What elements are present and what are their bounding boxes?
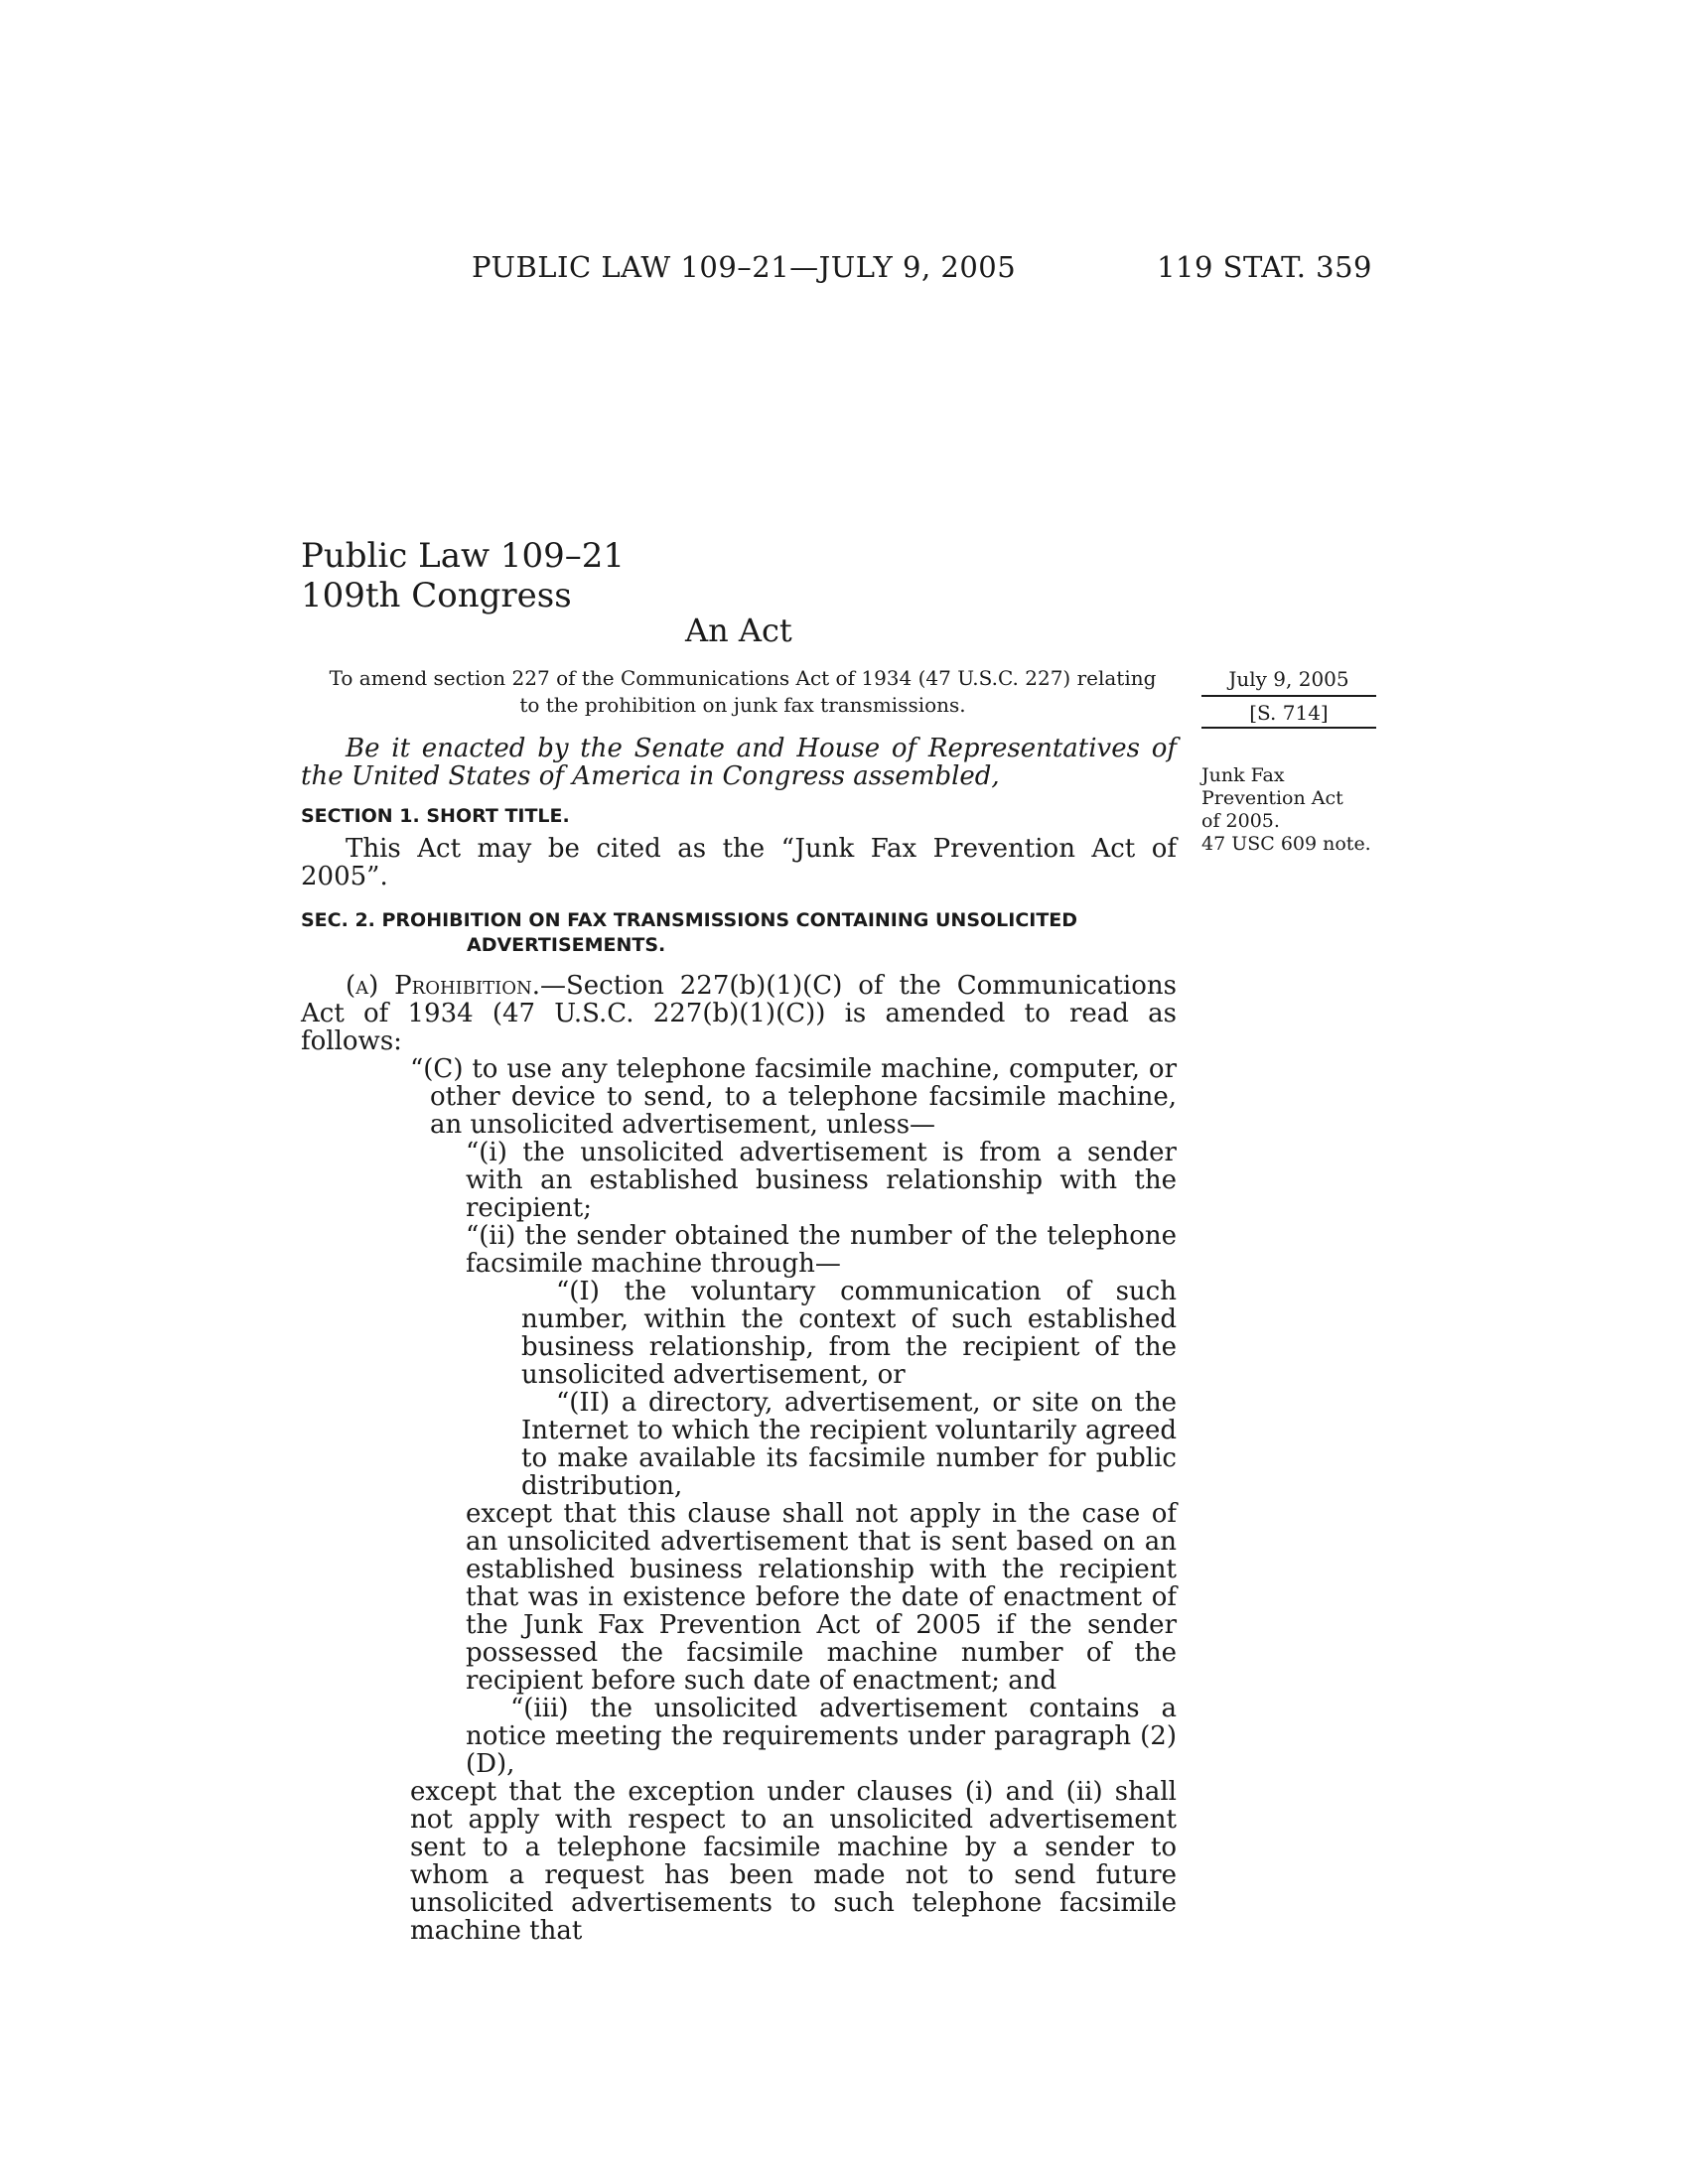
paragraph-c-except-wrap [301, 1778, 1177, 1945]
section-1-text: This Act may be cited as the “Junk Fax Prevention Act of 2005”. [301, 834, 1177, 891]
clause-iii-text: “(iii) the unsolicited advertisement contains a notice meeting the requirements under paragraph (2)(D), [466, 1694, 1177, 1779]
margin-date-block [1201, 665, 1376, 731]
margin-note-line-2: Prevention Act [1201, 787, 1343, 809]
clause-i-wrap [301, 1139, 1177, 1278]
margin-note-line-3: of 2005. [1201, 810, 1280, 832]
clause-i-text: “(i) the unsolicited advertisement is from a sender with an established business relationship with the recipient; [466, 1138, 1177, 1223]
law-title-block [301, 536, 625, 615]
subclause-I-text: “(I) the voluntary communication of such number, within the context of such established business relationship, from the recipient of the unsolicited advertisement, or [521, 1277, 1177, 1390]
subclause-II-text: “(II) a directory, advertisement, or site on the Internet to which the recipient voluntarily agreed to make available its facsimile number for public distribution, [521, 1388, 1177, 1501]
purpose-statement [298, 665, 1188, 719]
section-2-heading: SEC. 2. PROHIBITION ON FAX TRANSMISSIONS CONTAINING UNSOLICITED ADVERTISEMENTS. [301, 909, 1078, 956]
subclause-wrap [301, 1278, 1177, 1500]
enactment-date: July 9, 2005 [1228, 667, 1349, 691]
margin-note-line-4: 47 USC 609 note. [1201, 833, 1371, 855]
section-1-heading: SECTION 1. SHORT TITLE. [301, 805, 570, 827]
paragraph-c-exception: except that the exception under clauses (i) and (ii) shall not apply with respect to an unsolicited advertisement sent to a telephone facsimile machine by a sender to whom a request has been made not to send future unsolicited advertisements to such telephone facsimile machine that [410, 1777, 1177, 1946]
congress-number: 109th Congress [301, 576, 572, 615]
clause-ii-text: “(ii) the sender obtained the number of the telephone facsimile machine through— [466, 1221, 1177, 1279]
public-law-number: Public Law 109–21 [301, 536, 626, 576]
running-header-title: PUBLIC LAW 109–21—JULY 9, 2005 [472, 250, 1017, 284]
act-heading: An Act [685, 612, 792, 649]
page-number: 119 STAT. 359 [1157, 250, 1372, 284]
statute-body [301, 735, 1177, 1945]
paragraph-c-wrap [301, 1055, 1177, 1139]
clause-ii-exception: except that this clause shall not apply in the case of an unsolicited advertisement that is sent based on an established business relationship with the recipient that was in existence before the date of enactment of the Junk Fax Prevention Act of 2005 if the sender possessed the facsimile machine number of the recipient before such date of enactment; and [466, 1499, 1177, 1696]
margin-rule [1201, 695, 1376, 697]
subsection-a-label: (a) Prohibition. [346, 971, 540, 1001]
margin-rule-2 [1201, 727, 1376, 729]
clause-except-wrap [301, 1500, 1177, 1778]
margin-note [1201, 764, 1400, 856]
subsection-a-text: —Section 227(b)(1)(C) of the Communications Act of 1934 (47 U.S.C. 227(b)(1)(C)) is amended to read as follows: [301, 971, 1177, 1056]
subsection-a [301, 972, 1177, 1055]
margin-note-line-1: Junk Fax [1201, 764, 1285, 786]
bill-number: [S. 714] [1249, 701, 1329, 725]
purpose-line-1: To amend section 227 of the Communications Act of 1934 (47 U.S.C. 227) relating [329, 666, 1157, 690]
paragraph-c-text: “(C) to use any telephone facsimile machine, computer, or other device to send, to a telephone facsimile machine, an unsolicited advertisement, unless— [410, 1054, 1177, 1140]
purpose-line-2: to the prohibition on junk fax transmissions. [519, 693, 966, 717]
enacting-clause: Be it enacted by the Senate and House of Representatives of the United States of America in Congress assembled, [301, 734, 1177, 791]
